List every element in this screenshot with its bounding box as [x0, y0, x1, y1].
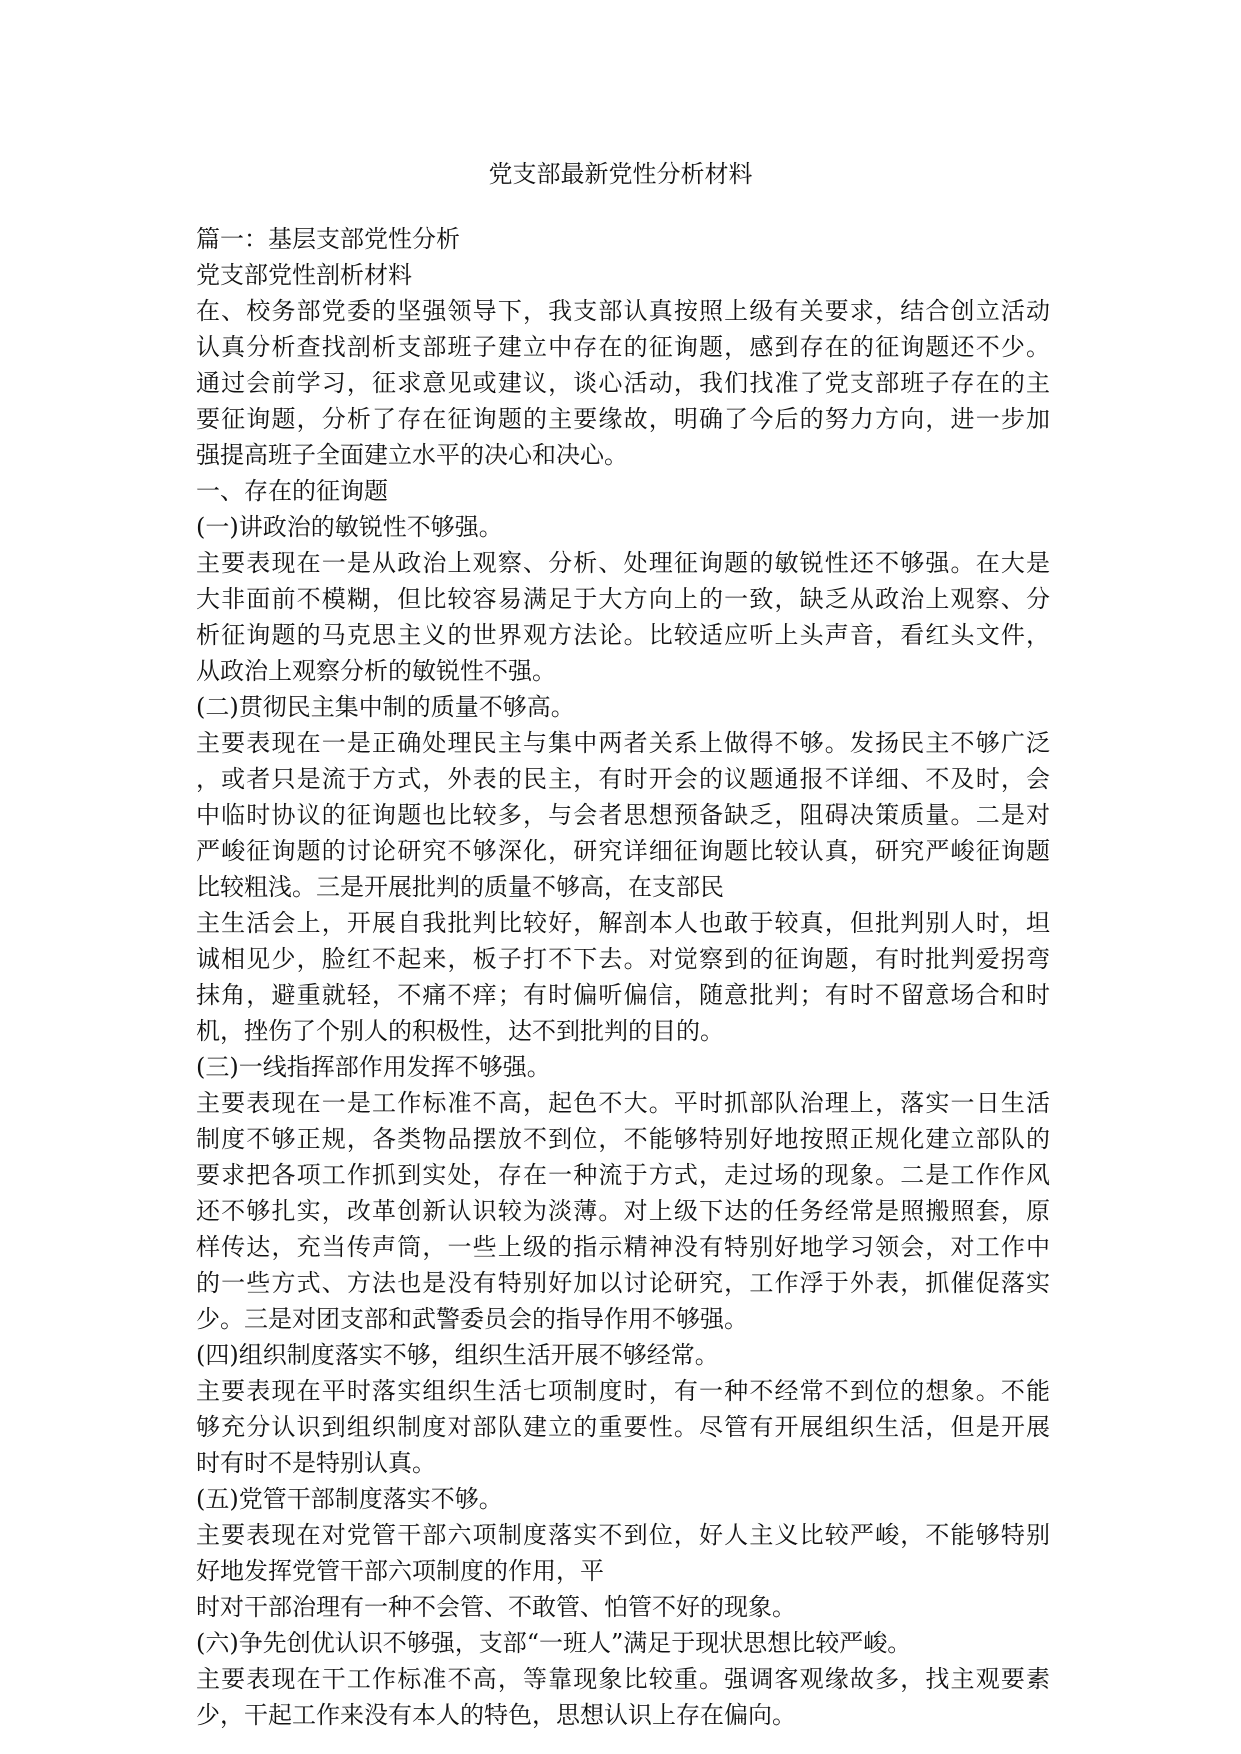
text-line: 主要表现在一是工作标准不高，起色不大。平时抓部队治理上，落实一日生活	[196, 1089, 1050, 1117]
text-line: 少，干起工作来没有本人的特色，思想认识上存在偏向。	[196, 1701, 796, 1729]
text-line: 诚相见少，脸红不起来，板子打不下去。对觉察到的征询题，有时批判爱拐弯	[196, 945, 1050, 973]
document-title: 党支部最新党性分析材料	[488, 160, 753, 188]
text-line: 机，挫伤了个别人的积极性，达不到批判的目的。	[196, 1017, 724, 1045]
text-line: 主要表现在对党管干部六项制度落实不到位，好人主义比较严峻，不能够特别	[196, 1521, 1050, 1549]
text-line: 中临时协议的征询题也比较多，与会者思想预备缺乏，阻碍决策质量。二是对	[196, 801, 1050, 829]
text-line: 比较粗浅。三是开展批判的质量不够高，在支部民	[196, 873, 724, 901]
text-line: 大非面前不模糊，但比较容易满足于大方向上的一致，缺乏从政治上观察、分	[196, 585, 1050, 613]
text-line: (三)一线指挥部作用发挥不够强。	[196, 1053, 551, 1081]
text-line: 主要表现在一是从政治上观察、分析、处理征询题的敏锐性还不够强。在大是	[196, 549, 1050, 577]
text-line: 主要表现在平时落实组织生活七项制度时，有一种不经常不到位的想象。不能	[196, 1377, 1050, 1405]
text-line: 时有时不是特别认真。	[196, 1449, 436, 1477]
text-line: (一)讲政治的敏锐性不够强。	[196, 513, 503, 541]
text-line: 时对干部治理有一种不会管、不敢管、怕管不好的现象。	[196, 1593, 796, 1621]
text-line: 从政治上观察分析的敏锐性不强。	[196, 657, 556, 685]
text-line: 抹角，避重就轻，不痛不痒；有时偏听偏信，随意批判；有时不留意场合和时	[196, 981, 1050, 1009]
text-line: 样传达，充当传声筒，一些上级的指示精神没有特别好地学习领会，对工作中	[196, 1233, 1050, 1261]
text-line: ，或者只是流于方式，外表的民主，有时开会的议题通报不详细、不及时，会	[196, 765, 1050, 793]
text-line: 主要表现在干工作标准不高，等靠现象比较重。强调客观缘故多，找主观要素	[196, 1665, 1050, 1693]
text-line: 通过会前学习，征求意见或建议，谈心活动，我们找准了党支部班子存在的主	[196, 369, 1050, 397]
text-line: 够充分认识到组织制度对部队建立的重要性。尽管有开展组织生活，但是开展	[196, 1413, 1050, 1441]
text-line: 篇一：基层支部党性分析	[196, 225, 460, 253]
text-line: 认真分析查找剖析支部班子建立中存在的征询题，感到存在的征询题还不少。	[196, 333, 1050, 361]
text-line: 要征询题，分析了存在征询题的主要缘故，明确了今后的努力方向，进一步加	[196, 405, 1050, 433]
text-line: (二)贯彻民主集中制的质量不够高。	[196, 693, 575, 721]
text-line: 强提高班子全面建立水平的决心和决心。	[196, 441, 628, 469]
text-line: (五)党管干部制度落实不够。	[196, 1485, 503, 1513]
text-line: (四)组织制度落实不够，组织生活开展不够经常。	[196, 1341, 719, 1369]
text-line: 党支部党性剖析材料	[196, 261, 412, 289]
text-line: 制度不够正规，各类物品摆放不到位，不能够特别好地按照正规化建立部队的	[196, 1125, 1050, 1153]
text-line: 析征询题的马克思主义的世界观方法论。比较适应听上头声音，看红头文件，	[196, 621, 1050, 649]
text-line: 主要表现在一是正确处理民主与集中两者关系上做得不够。发扬民主不够广泛	[196, 729, 1050, 757]
text-line: 严峻征询题的讨论研究不够深化，研究详细征询题比较认真，研究严峻征询题	[196, 837, 1050, 865]
text-line: 的一些方式、方法也是没有特别好加以讨论研究，工作浮于外表，抓催促落实	[196, 1269, 1050, 1297]
text-line: 在、校务部党委的坚强领导下，我支部认真按照上级有关要求，结合创立活动	[196, 297, 1050, 325]
text-line: 还不够扎实，改革创新认识较为淡薄。对上级下达的任务经常是照搬照套，原	[196, 1197, 1050, 1225]
text-line: 好地发挥党管干部六项制度的作用，平	[196, 1557, 604, 1585]
document-body	[196, 221, 1050, 1733]
text-line: 主生活会上，开展自我批判比较好，解剖本人也敢于较真，但批判别人时，坦	[196, 909, 1050, 937]
text-line: 要求把各项工作抓到实处，存在一种流于方式，走过场的现象。二是工作作风	[196, 1161, 1050, 1189]
text-line: (六)争先创优认识不够强，支部“一班人”满足于现状思想比较严峻。	[196, 1629, 912, 1657]
text-line: 少。三是对团支部和武警委员会的指导作用不够强。	[196, 1305, 748, 1333]
text-line: 一、存在的征询题	[196, 477, 388, 505]
